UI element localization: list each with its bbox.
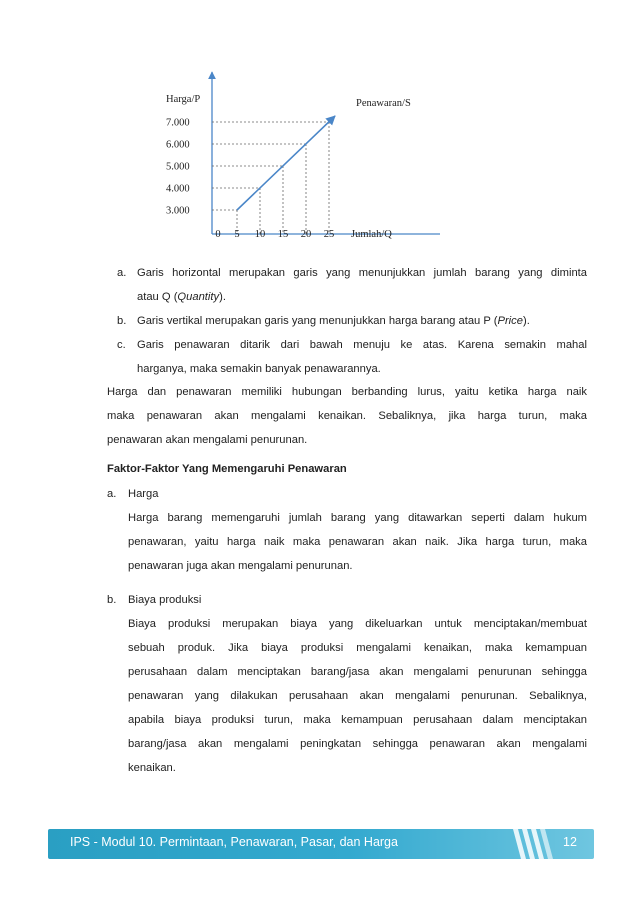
factor-line: penawaran juga akan mengalami penurunan. [128, 560, 353, 572]
factor-line: barang/jasa akan mengalami peningkatan sehingga penawaran akan mengalami [128, 738, 587, 750]
factor-line: perusahaan dalam menciptakan barang/jasa akan mengalami penurunan sehingga [128, 666, 587, 678]
y-tick-label: 7.000 [166, 117, 190, 129]
factor-marker: a. [107, 488, 117, 500]
list-marker: c. [117, 339, 126, 351]
paragraph-line: penawaran akan mengalami penurunan. [107, 434, 308, 446]
list-marker: a. [117, 267, 127, 279]
factor-line: penawaran, yaitu harga naik maka penawaran akan naik. Jika harga turun, maka [128, 536, 587, 548]
factor-line: Biaya produksi merupakan biaya yang dikeluarkan untuk menciptakan/membuat [128, 618, 587, 630]
y-axis-label: Harga/P [166, 94, 201, 105]
x-tick-label: 15 [277, 229, 289, 240]
factor-line: penawaran yang dilakukan perusahaan akan mengalami penurunan. Sebaliknya, [128, 690, 587, 702]
page-footer [0, 829, 638, 859]
list-item-text: harganya, maka semakin banyak penawarannya. [137, 363, 381, 375]
list-item-text: Garis vertikal merupakan garis yang menunjukkan harga barang atau P (Price). [137, 315, 530, 327]
list-item-text: atau Q (Quantity). [137, 291, 226, 303]
list-item-text: Garis horizontal merupakan garis yang menunjukkan jumlah barang yang diminta [137, 267, 587, 279]
x-tick-label: 10 [254, 229, 266, 240]
factor-title: Biaya produksi [128, 594, 202, 606]
paragraph-line: maka penawaran akan mengalami kenaikan. Sebaliknya, jika harga turun, maka [107, 410, 587, 422]
stripes-decoration-icon [505, 829, 565, 859]
factor-line: Harga barang memengaruhi jumlah barang yang ditawarkan seperti dalam hukum [128, 512, 587, 524]
factor-marker: b. [107, 594, 117, 606]
page-number: 12 [563, 835, 577, 849]
list-item-text: Garis penawaran ditarik dari bawah menuju ke atas. Karena semakin mahal [137, 339, 587, 351]
y-tick-label: 4.000 [166, 183, 190, 195]
list-marker: b. [117, 315, 127, 327]
y-tick-label: 3.000 [166, 205, 190, 217]
factor-title: Harga [128, 488, 159, 500]
x-tick-label: 25 [323, 229, 335, 240]
factor-line: sebuah produk. Jika biaya produksi mengalami kenaikan, maka kemampuan [128, 642, 587, 654]
supply-line [237, 116, 335, 210]
series-label: Penawaran/S [356, 98, 411, 109]
x-tick-label: 0 [215, 229, 221, 240]
factor-line: apabila biaya produksi turun, maka kemampuan perusahaan dalam menciptakan [128, 714, 587, 726]
supply-chart [150, 62, 450, 252]
x-axis-label: Jumlah/Q [351, 229, 392, 240]
y-tick-label: 6.000 [166, 139, 190, 151]
footer-title: IPS - Modul 10. Permintaan, Penawaran, Pasar, dan Harga [70, 835, 398, 849]
x-tick-label: 5 [234, 229, 240, 240]
factor-line: kenaikan. [128, 762, 176, 774]
x-tick-label: 20 [300, 229, 312, 240]
paragraph-line: Harga dan penawaran memiliki hubungan berbanding lurus, yaitu ketika harga naik [107, 386, 587, 398]
section-heading: Faktor-Faktor Yang Memengaruhi Penawaran [107, 463, 347, 475]
y-tick-label: 5.000 [166, 161, 190, 173]
